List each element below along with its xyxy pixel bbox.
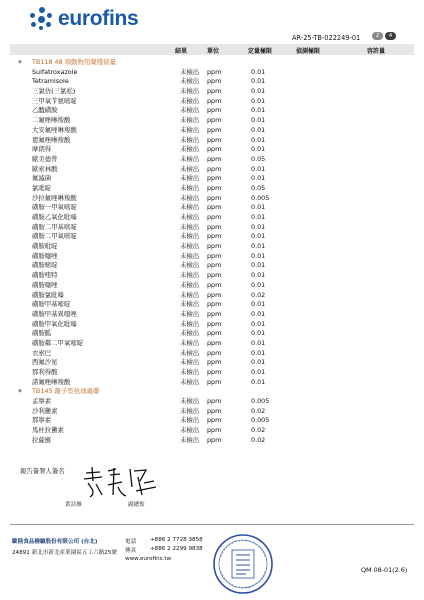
table-row (0, 320, 424, 330)
result-value: 未檢出 (180, 232, 200, 241)
table-header (10, 44, 414, 55)
loq-value: 0.01 (251, 251, 266, 260)
loq-value: 0.01 (251, 348, 266, 357)
table-row (0, 349, 424, 359)
table-row (0, 213, 424, 223)
loq-value: 0.05 (251, 154, 266, 163)
result-value: 未檢出 (180, 67, 200, 76)
report-number: AR-25-TB-022249-01 (292, 34, 361, 42)
result-value: 未檢出 (180, 242, 200, 251)
loq-value: 0.01 (251, 125, 266, 134)
loq-value: 0.05 (251, 183, 266, 192)
analyte-name: 磺胺吡啶 (32, 242, 58, 251)
result-value: 未檢出 (180, 174, 200, 183)
result-value: 未檢出 (180, 135, 200, 144)
analyte-name: 拉薩羅 (32, 435, 52, 444)
analyte-name: 沙拉氟唑啉羧酸 (32, 193, 77, 202)
table-row (0, 261, 424, 271)
analyte-name: 摩朗得 (32, 145, 52, 154)
loq-value: 0.01 (251, 271, 266, 280)
footer-divider (10, 524, 414, 525)
col-tolerance: 容許量 (367, 48, 386, 55)
unit-value: ppm (207, 232, 222, 241)
loq-value: 0.005 (251, 193, 270, 202)
signer-name: 黃詩雁 (65, 502, 82, 508)
loq-value: 0.01 (251, 358, 266, 367)
table-row (0, 106, 424, 116)
table-row (0, 407, 424, 417)
result-value: 未檢出 (180, 222, 200, 231)
analyte-name: 磺胺甲基嘧啶 (32, 300, 71, 309)
unit-value: ppm (207, 135, 222, 144)
result-value: 未檢出 (180, 154, 200, 163)
page-indicator (372, 32, 396, 40)
result-value: 未檢出 (180, 416, 200, 425)
fax-label: 傳真 (125, 548, 137, 554)
analyte-name: 三甲氧苄氨嘧啶 (32, 96, 77, 105)
table-row (0, 194, 424, 204)
unit-value: ppm (207, 174, 222, 183)
unit-value: ppm (207, 154, 222, 163)
result-value: 未檢出 (180, 309, 200, 318)
section-header (0, 387, 424, 397)
analyte-name: 磺胺嘧啶 (32, 261, 58, 270)
analyte-name: 歐美德普 (32, 154, 58, 163)
company-name: 歐陸食品檢驗股份有限公司 (台北) (12, 539, 98, 545)
analyte-name: 磺胺鄰二甲氧嘧啶 (32, 338, 84, 347)
unit-value: ppm (207, 280, 222, 289)
analyte-name: 氯吡啶 (32, 183, 52, 192)
company-seal-stamp (212, 533, 274, 595)
table-row (0, 339, 424, 349)
result-value: 未檢出 (180, 426, 200, 435)
loq-value: 0.01 (251, 164, 266, 173)
analyte-name: 磺胺一甲氧嘧啶 (32, 203, 77, 212)
result-value: 未檢出 (180, 271, 200, 280)
result-value: 未檢出 (180, 329, 200, 338)
loq-value: 0.01 (251, 96, 266, 105)
result-value: 未檢出 (180, 319, 200, 328)
result-value: 未檢出 (180, 377, 200, 386)
table-row (0, 300, 424, 310)
table-row (0, 252, 424, 262)
logo-dots-icon (30, 7, 54, 31)
unit-value: ppm (207, 348, 222, 357)
analyte-name: 三氯仿(三氯松) (32, 87, 76, 96)
unit-value: ppm (207, 377, 222, 386)
table-row (0, 436, 424, 446)
table-row (0, 126, 424, 136)
analyte-name: Tetramisole (32, 77, 69, 86)
unit-value: ppm (207, 368, 222, 376)
loq-value: 0.01 (251, 338, 266, 347)
loq-value: 0.01 (251, 203, 266, 212)
analyte-name: 磺胺噻唑 (32, 251, 58, 260)
analyte-name: 氟滅菌 (32, 174, 52, 183)
unit-value: ppm (207, 145, 222, 154)
unit-value: ppm (207, 213, 222, 221)
loq-value: 0.01 (251, 242, 266, 251)
table-row (0, 310, 424, 320)
unit-value: ppm (207, 406, 222, 415)
loq-value: 0.005 (251, 397, 270, 406)
fax-number: +886 2 2299 9838 (150, 546, 203, 552)
result-value: 未檢出 (180, 77, 200, 86)
section-title: TB118 48 項動物用藥殘留量 (32, 58, 116, 66)
signature-label: 報告簽署人簽名 (20, 467, 65, 475)
unit-value: ppm (207, 319, 222, 328)
analyte-name: 磺胺甲基異噁唑 (32, 309, 77, 318)
col-result: 結果 (175, 48, 188, 55)
loq-value: 0.02 (251, 290, 266, 299)
unit-value: ppm (207, 435, 222, 444)
handwritten-signature (80, 465, 160, 499)
table-row (0, 416, 424, 426)
table-row (0, 184, 424, 194)
unit-value: ppm (207, 261, 222, 270)
logo-text: eurofins (58, 7, 139, 30)
analyte-name: 磺胺喹特 (32, 271, 58, 280)
unit-value: ppm (207, 125, 222, 134)
page-total: 4 (385, 32, 396, 40)
analyte-name: 孟寧素 (32, 397, 52, 406)
table-row (0, 165, 424, 175)
unit-value: ppm (207, 183, 222, 192)
loq-value: 0.01 (251, 135, 266, 144)
table-row (0, 397, 424, 407)
result-value: 未檢出 (180, 251, 200, 260)
result-value: 未檢出 (180, 87, 200, 96)
analyte-name: 磺胺噻唑 (32, 280, 58, 289)
unit-value: ppm (207, 67, 222, 76)
loq-value: 0.01 (251, 213, 266, 221)
analyte-name: 那寧素 (32, 416, 52, 425)
table-row (0, 378, 424, 388)
loq-value: 0.01 (251, 106, 266, 115)
unit-value: ppm (207, 116, 222, 125)
analyte-name: 磺胺氯吡嗪 (32, 290, 64, 299)
table-row (0, 281, 424, 291)
analyte-name: 衣索巴 (32, 348, 52, 357)
table-row (0, 368, 424, 378)
section-marker-icon: ◆ (18, 59, 22, 65)
table-row (0, 242, 424, 252)
col-unit: 單位 (207, 48, 220, 55)
result-value: 未檢出 (180, 96, 200, 105)
unit-value: ppm (207, 290, 222, 299)
loq-value: 0.01 (251, 329, 266, 338)
form-code: QM 08-01(2.6) (361, 566, 408, 574)
unit-value: ppm (207, 242, 222, 251)
unit-value: ppm (207, 309, 222, 318)
result-value: 未檢出 (180, 125, 200, 134)
result-value: 未檢出 (180, 116, 200, 125)
unit-value: ppm (207, 329, 222, 338)
section-marker-icon: ◆ (18, 388, 22, 395)
loq-value: 0.01 (251, 87, 266, 96)
analyte-name: 磺胺甲氧化吡嗪 (32, 319, 77, 328)
analyte-name: 歐索林酸 (32, 164, 58, 173)
loq-value: 0.02 (251, 406, 266, 415)
result-value: 未檢出 (180, 358, 200, 367)
loq-value: 0.01 (251, 377, 266, 386)
loq-value: 0.01 (251, 222, 266, 231)
unit-value: ppm (207, 300, 222, 309)
unit-value: ppm (207, 203, 222, 212)
table-row (0, 155, 424, 165)
results-table (0, 58, 424, 446)
table-row (0, 232, 424, 242)
result-value: 未檢出 (180, 145, 200, 154)
analyte-name: 諾氟唑啉羧酸 (32, 377, 71, 386)
result-value: 未檢出 (180, 348, 200, 357)
table-row (0, 329, 424, 339)
unit-value: ppm (207, 271, 222, 280)
unit-value: ppm (207, 193, 222, 202)
unit-value: ppm (207, 426, 222, 435)
result-value: 未檢出 (180, 213, 200, 221)
table-row (0, 77, 424, 87)
result-value: 未檢出 (180, 164, 200, 173)
website: www.eurofins.tw (125, 556, 172, 562)
col-lod: 偵測極限 (296, 48, 321, 55)
table-row (0, 174, 424, 184)
analyte-name: 磺胺二甲基嘧啶 (32, 222, 77, 231)
loq-value: 0.01 (251, 232, 266, 241)
unit-value: ppm (207, 87, 222, 96)
analyte-name: 磺胺二甲氧嘧啶 (32, 232, 77, 241)
result-value: 未檢出 (180, 106, 200, 115)
result-value: 未檢出 (180, 203, 200, 212)
unit-value: ppm (207, 416, 222, 425)
result-value: 未檢出 (180, 338, 200, 347)
analyte-name: 馬杜拉黴素 (32, 426, 64, 435)
page-current: 2 (372, 32, 383, 40)
loq-value: 0.005 (251, 416, 270, 425)
analyte-name: 磺胺胍 (32, 329, 52, 338)
col-loq: 定量極限 (248, 48, 273, 55)
table-row (0, 136, 424, 146)
table-row (0, 358, 424, 368)
table-row (0, 68, 424, 78)
loq-value: 0.01 (251, 116, 266, 125)
unit-value: ppm (207, 106, 222, 115)
result-value: 未檢出 (180, 280, 200, 289)
result-value: 未檢出 (180, 397, 200, 406)
table-row (0, 291, 424, 301)
table-row (0, 116, 424, 126)
loq-value: 0.02 (251, 435, 266, 444)
loq-value: 0.01 (251, 368, 266, 376)
analyte-name: 恩氟唑啉羧酸 (32, 135, 71, 144)
table-row (0, 97, 424, 107)
table-row (0, 145, 424, 155)
loq-value: 0.01 (251, 77, 266, 86)
analyte-name: 二氟唑啉羧酸 (32, 116, 71, 125)
unit-value: ppm (207, 222, 222, 231)
loq-value: 0.02 (251, 426, 266, 435)
eurofins-logo (30, 7, 138, 31)
result-value: 未檢出 (180, 300, 200, 309)
result-value: 未檢出 (180, 435, 200, 444)
tel-number: +886 2 7728 3858 (150, 537, 203, 543)
loq-value: 0.01 (251, 261, 266, 270)
table-row (0, 203, 424, 213)
analyte-name: 那利得酸 (32, 368, 58, 376)
loq-value: 0.01 (251, 309, 266, 318)
analyte-name: 西氟沙星 (32, 358, 58, 367)
table-row (0, 271, 424, 281)
analyte-name: 大安氟唑啉羧酸 (32, 125, 77, 134)
unit-value: ppm (207, 164, 222, 173)
result-value: 未檢出 (180, 290, 200, 299)
unit-value: ppm (207, 358, 222, 367)
analyte-name: Sulfatroxazole (32, 67, 78, 76)
result-value: 未檢出 (180, 368, 200, 376)
loq-value: 0.01 (251, 145, 266, 154)
unit-value: ppm (207, 96, 222, 105)
tel-label: 電話 (125, 539, 137, 545)
section-title: TB145 離子型抗球蟲藥 (32, 387, 100, 396)
result-value: 未檢出 (180, 406, 200, 415)
analyte-name: 沙利黴素 (32, 406, 58, 415)
result-value: 未檢出 (180, 261, 200, 270)
loq-value: 0.01 (251, 300, 266, 309)
analyte-name: 磺胺乙氧化吡嗪 (32, 213, 77, 221)
company-address: 24891 新北市新北產業園區五工六路25號 (12, 550, 118, 556)
result-value: 未檢出 (180, 193, 200, 202)
unit-value: ppm (207, 397, 222, 406)
table-row (0, 426, 424, 436)
analyte-name: 乙醯磺胺 (32, 106, 58, 115)
section-header (0, 58, 424, 68)
result-value: 未檢出 (180, 183, 200, 192)
unit-value: ppm (207, 251, 222, 260)
loq-value: 0.01 (251, 174, 266, 183)
signer-title: 副總監 (128, 502, 145, 508)
loq-value: 0.01 (251, 67, 266, 76)
loq-value: 0.01 (251, 280, 266, 289)
loq-value: 0.01 (251, 319, 266, 328)
unit-value: ppm (207, 338, 222, 347)
unit-value: ppm (207, 77, 222, 86)
table-row (0, 223, 424, 233)
table-row (0, 87, 424, 97)
